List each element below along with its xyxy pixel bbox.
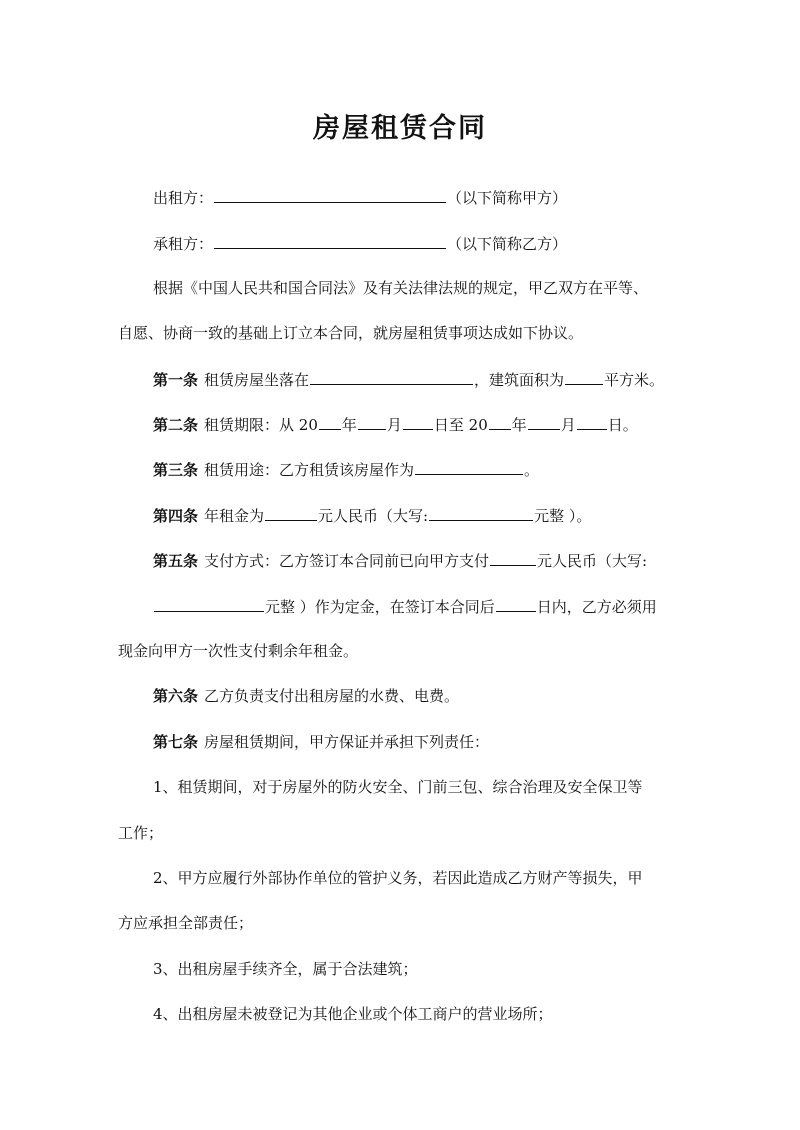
article-4-text-a: 年租金为 xyxy=(204,507,265,525)
lessor-line xyxy=(153,187,567,208)
article-1 xyxy=(153,369,664,390)
article-4 xyxy=(153,505,591,526)
lessor-blank[interactable] xyxy=(214,187,446,203)
article-7-item-1-line-2: 工作； xyxy=(118,824,164,842)
article-7-text: 房屋租赁期间，甲方保证并承担下列责任： xyxy=(204,733,490,751)
article-5-text-a: 支付方式：乙方签订本合同前已向甲方支付 xyxy=(204,552,490,570)
lessee-line xyxy=(153,233,567,254)
article-4-text-c: 元整 ）。 xyxy=(534,507,592,525)
article-6-heading: 第六条 xyxy=(153,687,199,705)
lessee-label: 承租方： xyxy=(153,235,214,253)
article-7-heading: 第七条 xyxy=(153,733,199,751)
usage-blank[interactable] xyxy=(415,459,523,475)
article-2-text-e: 年 xyxy=(511,416,527,434)
article-2-text-a: 租赁期限：从 20 xyxy=(204,416,318,434)
intro-line-1: 根据《中国人民共和国合同法》及有关法律法规的规定，甲乙双方在平等、 xyxy=(153,279,649,297)
start-year-blank[interactable] xyxy=(319,414,341,430)
article-7 xyxy=(153,732,489,752)
article-3-text-b: 。 xyxy=(524,461,540,479)
start-month-blank[interactable] xyxy=(358,414,386,430)
deposit-uppercase-blank[interactable] xyxy=(154,596,264,612)
article-7-item-4: 4、出租房屋未被登记为其他企业或个体工商户的营业场所； xyxy=(153,1005,553,1023)
article-1-text-c: 平方米。 xyxy=(604,371,665,389)
article-5-text-d: 日内，乙方必须用 xyxy=(536,598,657,616)
article-1-text-b: ，建筑面积为 xyxy=(474,371,565,389)
start-day-blank[interactable] xyxy=(403,414,433,430)
payment-days-blank[interactable] xyxy=(496,596,536,612)
end-year-blank[interactable] xyxy=(489,414,511,430)
article-2-text-c: 月 xyxy=(386,416,402,434)
lessee-suffix: （以下简称乙方） xyxy=(447,235,568,253)
article-3 xyxy=(153,459,539,480)
rent-uppercase-blank[interactable] xyxy=(429,505,533,521)
end-day-blank[interactable] xyxy=(577,414,607,430)
article-5-text-b: 元人民币（大写: xyxy=(537,552,648,570)
location-blank[interactable] xyxy=(310,369,473,385)
article-5-line-2 xyxy=(153,596,657,617)
article-5-line-3: 现金向甲方一次性支付剩余年租金。 xyxy=(118,642,359,660)
article-7-item-2-line-2: 方应承担全部责任； xyxy=(118,914,254,932)
article-5-heading: 第五条 xyxy=(153,552,199,570)
lessee-blank[interactable] xyxy=(214,233,446,249)
article-4-heading: 第四条 xyxy=(153,507,199,525)
article-2-heading: 第二条 xyxy=(153,416,199,434)
article-2-text-f: 月 xyxy=(560,416,576,434)
rent-amount-blank[interactable] xyxy=(265,505,317,521)
article-7-item-1-line-1: 1、租赁期间，对于房屋外的防火安全、门前三包、综合治理及安全保卫等 xyxy=(153,778,643,796)
article-2-text-g: 日。 xyxy=(607,416,638,434)
document-title: 房屋租赁合同 xyxy=(313,113,487,144)
article-1-text-a: 租赁房屋坐落在 xyxy=(204,371,310,389)
article-6 xyxy=(153,686,459,706)
article-1-heading: 第一条 xyxy=(153,371,199,389)
article-7-item-3: 3、出租房屋手续齐全，属于合法建筑； xyxy=(153,960,418,978)
article-4-text-b: 元人民币（大写: xyxy=(318,507,429,525)
area-blank[interactable] xyxy=(565,369,603,385)
article-3-text-a: 租赁用途：乙方租赁该房屋作为 xyxy=(204,461,415,479)
lessor-suffix: （以下简称甲方） xyxy=(447,189,568,207)
end-month-blank[interactable] xyxy=(528,414,560,430)
article-5-line-1 xyxy=(153,550,647,571)
deposit-amount-blank[interactable] xyxy=(490,550,536,566)
lessor-label: 出租方： xyxy=(153,189,214,207)
article-2-text-b: 年 xyxy=(341,416,357,434)
article-7-item-2-line-1: 2、甲方应履行外部协作单位的管护义务，若因此造成乙方财产等损失，甲 xyxy=(153,869,643,887)
article-5-text-c: 元整 ）作为定金，在签订本合同后 xyxy=(265,598,495,616)
article-2-text-d: 日至 20 xyxy=(433,416,488,434)
article-3-heading: 第三条 xyxy=(153,461,199,479)
article-6-text: 乙方负责支付出租房屋的水费、电费。 xyxy=(204,687,460,705)
intro-line-2: 自愿、协商一致的基础上订立本合同，就房屋租赁事项达成如下协议。 xyxy=(118,324,584,342)
article-2 xyxy=(153,414,638,435)
